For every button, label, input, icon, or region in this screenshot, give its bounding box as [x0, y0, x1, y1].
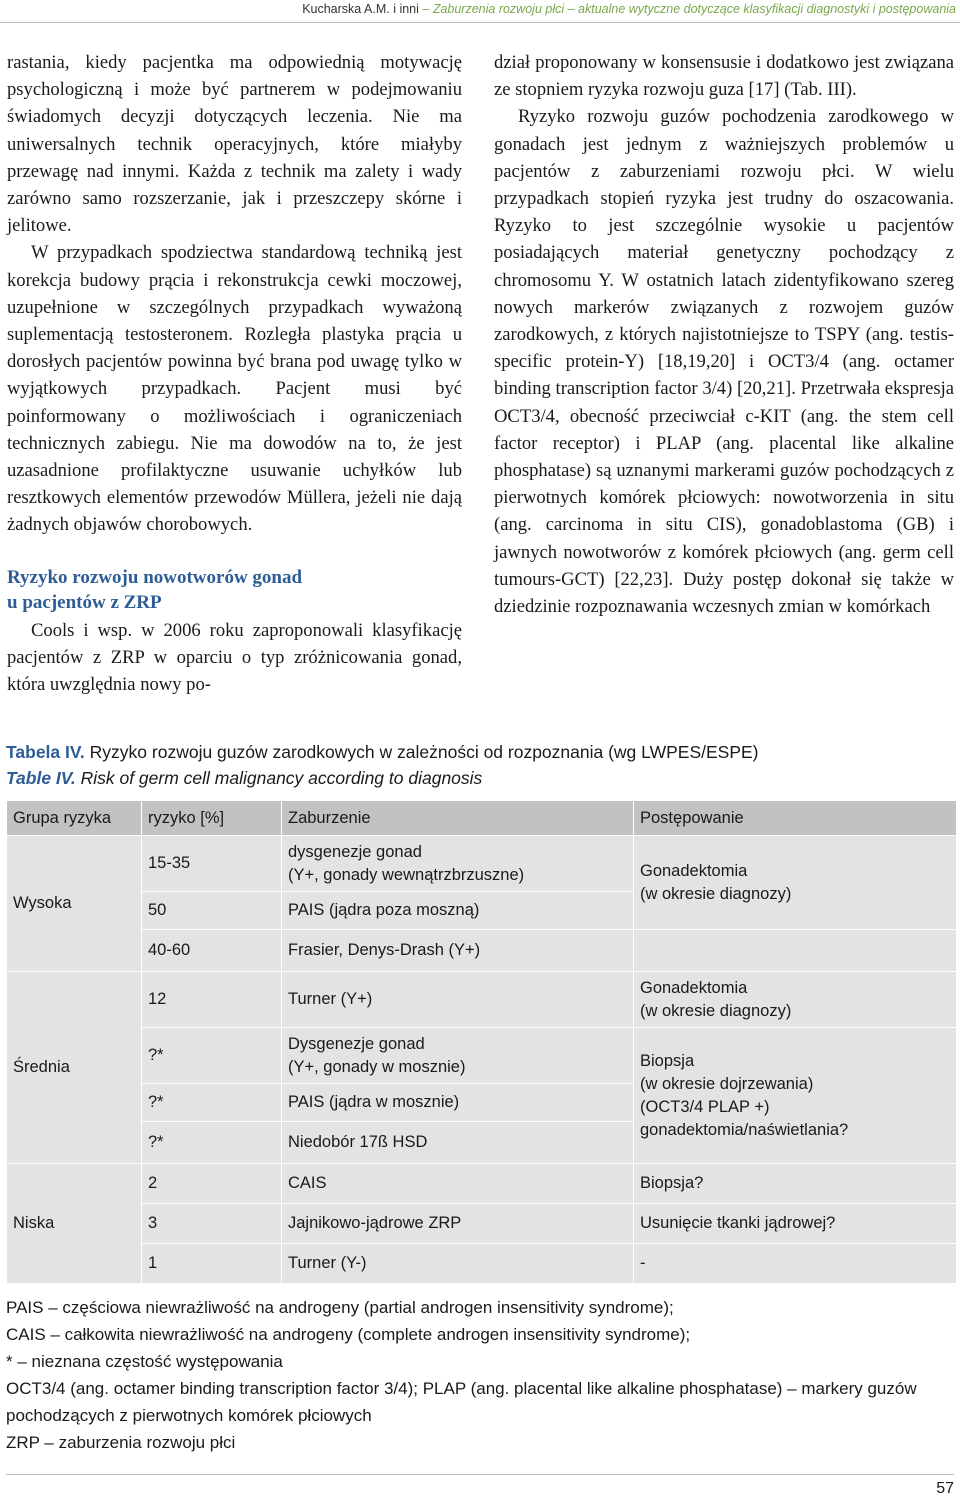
- caption-polish-label: Tabela IV.: [6, 742, 85, 762]
- section-heading: [7, 565, 462, 615]
- table-caption: [6, 739, 956, 791]
- management-cell: Biopsja?: [634, 1164, 957, 1204]
- risk-value: 1: [142, 1244, 282, 1284]
- note-pais: PAIS – częściowa niewrażliwość na androgeny (partial androgen insensitivity syndrome);: [6, 1298, 674, 1317]
- right-paragraph-2: Ryzyko rozwoju guzów pochodzenia zarodkowego w gonadach jest jednym z ważniejszych problemów u pacjentów z zaburzeniami rozwoju płci. W wielu przypadkach stopień ryzyka jest trudny do oszacowania. Ryzyko to jest szczególnie wysokie u pacjentów posiadających materiał genetyczny pochodzący z chromosomu Y. W ostatnich latach zidentyfikowano szereg nowych markerów związanych z rozwojem guzów zarodkowych, z których najistotniejsze to TSPY (ang. testis-specific protein-Y) [18,19,20] i OCT3/4 (ang. octamer binding transcription factor 3/4) [20,21]. Przetrwała ekspresja OCT3/4, obecność przeciwciał c-KIT (ang. the stem cell factor receptor) i PLAP (ang. placental like alkaline phosphatase) są uznanymi markerami guzów pochodzących z pierwotnych komórek płciowych: nowotworzenia in situ (ang. carcinoma in situ CIS), gonadoblastoma (GB) i jawnych nowotworów z komórek płciowych (ang. germ cell tumours-GCT) [22,23]. Duży postęp dokonał się także w dziedzinie rozpoznawania wczesnych zmian w komórkach: [494, 106, 954, 618]
- caption-polish-text: Ryzyko rozwoju guzów zarodkowych w zależności od rozpoznania (wg LWPES/ESPE): [84, 742, 759, 762]
- management-line: Biopsja: [640, 1051, 695, 1070]
- right-column: [494, 49, 954, 620]
- caption-english-text: Risk of germ cell malignancy according to diagnosis: [75, 768, 483, 788]
- header-risk-group: Grupa ryzyka: [7, 801, 142, 836]
- management-cell-empty: [634, 930, 957, 972]
- management-cell-medium: [634, 1028, 957, 1164]
- header-disorder: Zaburzenie: [282, 801, 634, 836]
- risk-value: ?*: [142, 1122, 282, 1164]
- right-paragraph-1: dział proponowany w konsensusie i dodatkowo jest związana ze stopniem ryzyka rozwoju guza [17] (Tab. III).: [494, 52, 954, 101]
- table-row: [7, 972, 957, 1028]
- table-row: [7, 1244, 957, 1284]
- management-line: (OCT3/4 PLAP +): [640, 1097, 770, 1116]
- disorder-cell: Niedobór 17ß HSD: [282, 1122, 634, 1164]
- table-row: [7, 1204, 957, 1244]
- header-risk-percent: ryzyko [%]: [142, 801, 282, 836]
- management-cell-turner: [634, 972, 957, 1028]
- note-markers: OCT3/4 (ang. octamer binding transcription factor 3/4); PLAP (ang. placental like alkaline phosphatase) – markery guzów pochodzących z pierwotnych komórek płciowych: [6, 1379, 917, 1425]
- management-line: (w okresie diagnozy): [640, 1001, 792, 1020]
- risk-value: 40-60: [142, 930, 282, 972]
- section-heading-line-2: u pacjentów z ZRP: [7, 591, 162, 613]
- note-zrp: ZRP – zaburzenia rozwoju płci: [6, 1433, 236, 1452]
- left-column: [7, 49, 462, 698]
- table-row: [7, 1164, 957, 1204]
- note-asterisk: * – nieznana częstość występowania: [6, 1352, 283, 1371]
- disorder-cell: Jajnikowo-jądrowe ZRP: [282, 1204, 634, 1244]
- management-line: gonadektomia/naświetlania?: [640, 1120, 849, 1139]
- caption-english: [6, 765, 956, 791]
- management-cell: Usunięcie tkanki jądrowej?: [634, 1204, 957, 1244]
- risk-value: ?*: [142, 1084, 282, 1122]
- disorder-cell: CAIS: [282, 1164, 634, 1204]
- risk-table: [6, 800, 957, 1284]
- management-cell: -: [634, 1244, 957, 1284]
- disorder-line: (Y+, gonady w mosznie): [288, 1057, 466, 1076]
- left-paragraph-2: W przypadkach spodziectwa standardową techniką jest korekcja budowy prącia i rekonstrukcja cewki moczowej, uzupełnione w szczególnych przypadkach wyważoną suplementacją testosteronem. Rozległa plastyka prącia u dorosłych pacjentów powinna być brana pod uwagę tylko w wyjątkowych przypadkach. Pacjent musi być poinformowany o możliwościach i ograniczeniach technicznych zabiegu. Nie ma dowodów na to, że jest uzasadnione profilaktyczne usuwanie uchyłków lub resztkowych elementów przewodów Müllera, jeżeli nie dają żadnych objawów chorobowych.: [7, 242, 462, 536]
- running-head-separator: –: [418, 2, 433, 16]
- running-head-title: Zaburzenia rozwoju płci – aktualne wytyczne dotyczące klasyfikacji diagnostyki i postępowania: [432, 2, 956, 16]
- risk-group-medium: Średnia: [7, 972, 142, 1164]
- risk-value: 12: [142, 972, 282, 1028]
- risk-group-high: Wysoka: [7, 836, 142, 972]
- table-notes: [6, 1294, 956, 1456]
- left-paragraph-3: Cools i wsp. w 2006 roku zaproponowali klasyfikację pacjentów z ZRP w oparciu o typ zróżnicowania gonad, która uwzględnia nowy po-: [7, 619, 462, 696]
- note-cais: CAIS – całkowita niewrażliwość na androgeny (complete androgen insensitivity syndrome);: [6, 1325, 691, 1344]
- footer-divider: [6, 1474, 954, 1475]
- disorder-cell: [282, 1028, 634, 1084]
- risk-value: 15-35: [142, 836, 282, 892]
- left-paragraph-1: rastania, kiedy pacjentka ma odpowiednią motywację psychologiczną i może być partnerem w podejmowaniu świadomych decyzji dotyczących leczenia. Nie ma uniwersalnych technik operacyjnych, które miałyby przewagę nad innymi. Każda z technik ma zalety i wady zarówno samo rozszerzanie, jak i przeszczepy skórne i jelitowe.: [7, 52, 462, 237]
- disorder-cell: PAIS (jądra poza moszną): [282, 892, 634, 930]
- disorder-line: dysgenezje gonad: [288, 842, 422, 861]
- caption-polish: [6, 739, 956, 765]
- disorder-cell: Turner (Y-): [282, 1244, 634, 1284]
- table-row: [7, 1028, 957, 1084]
- risk-value: ?*: [142, 1028, 282, 1084]
- disorder-cell: PAIS (jądra w mosznie): [282, 1084, 634, 1122]
- table-header-row: [7, 801, 957, 836]
- header-management: Postępowanie: [634, 801, 957, 836]
- table-row: [7, 930, 957, 972]
- table-row: [7, 836, 957, 892]
- disorder-line: Dysgenezje gonad: [288, 1034, 425, 1053]
- disorder-cell: Turner (Y+): [282, 972, 634, 1028]
- risk-value: 3: [142, 1204, 282, 1244]
- disorder-cell: [282, 836, 634, 892]
- management-line: Gonadektomia: [640, 978, 748, 997]
- disorder-line: (Y+, gonady wewnątrzbrzuszne): [288, 865, 525, 884]
- risk-group-low: Niska: [7, 1164, 142, 1284]
- caption-english-label: Table IV.: [6, 768, 76, 788]
- management-cell-high: [634, 836, 957, 930]
- running-head: [0, 0, 960, 23]
- section-heading-line-1: Ryzyko rozwoju nowotworów gonad: [7, 566, 303, 588]
- management-line: (w okresie dojrzewania): [640, 1074, 814, 1093]
- management-line: (w okresie diagnozy): [640, 884, 792, 903]
- disorder-cell: Frasier, Denys-Drash (Y+): [282, 930, 634, 972]
- running-head-authors: Kucharska A.M. i inni: [302, 2, 419, 16]
- page-number: 57: [936, 1480, 954, 1497]
- management-line: Gonadektomia: [640, 861, 748, 880]
- risk-value: 2: [142, 1164, 282, 1204]
- risk-value: 50: [142, 892, 282, 930]
